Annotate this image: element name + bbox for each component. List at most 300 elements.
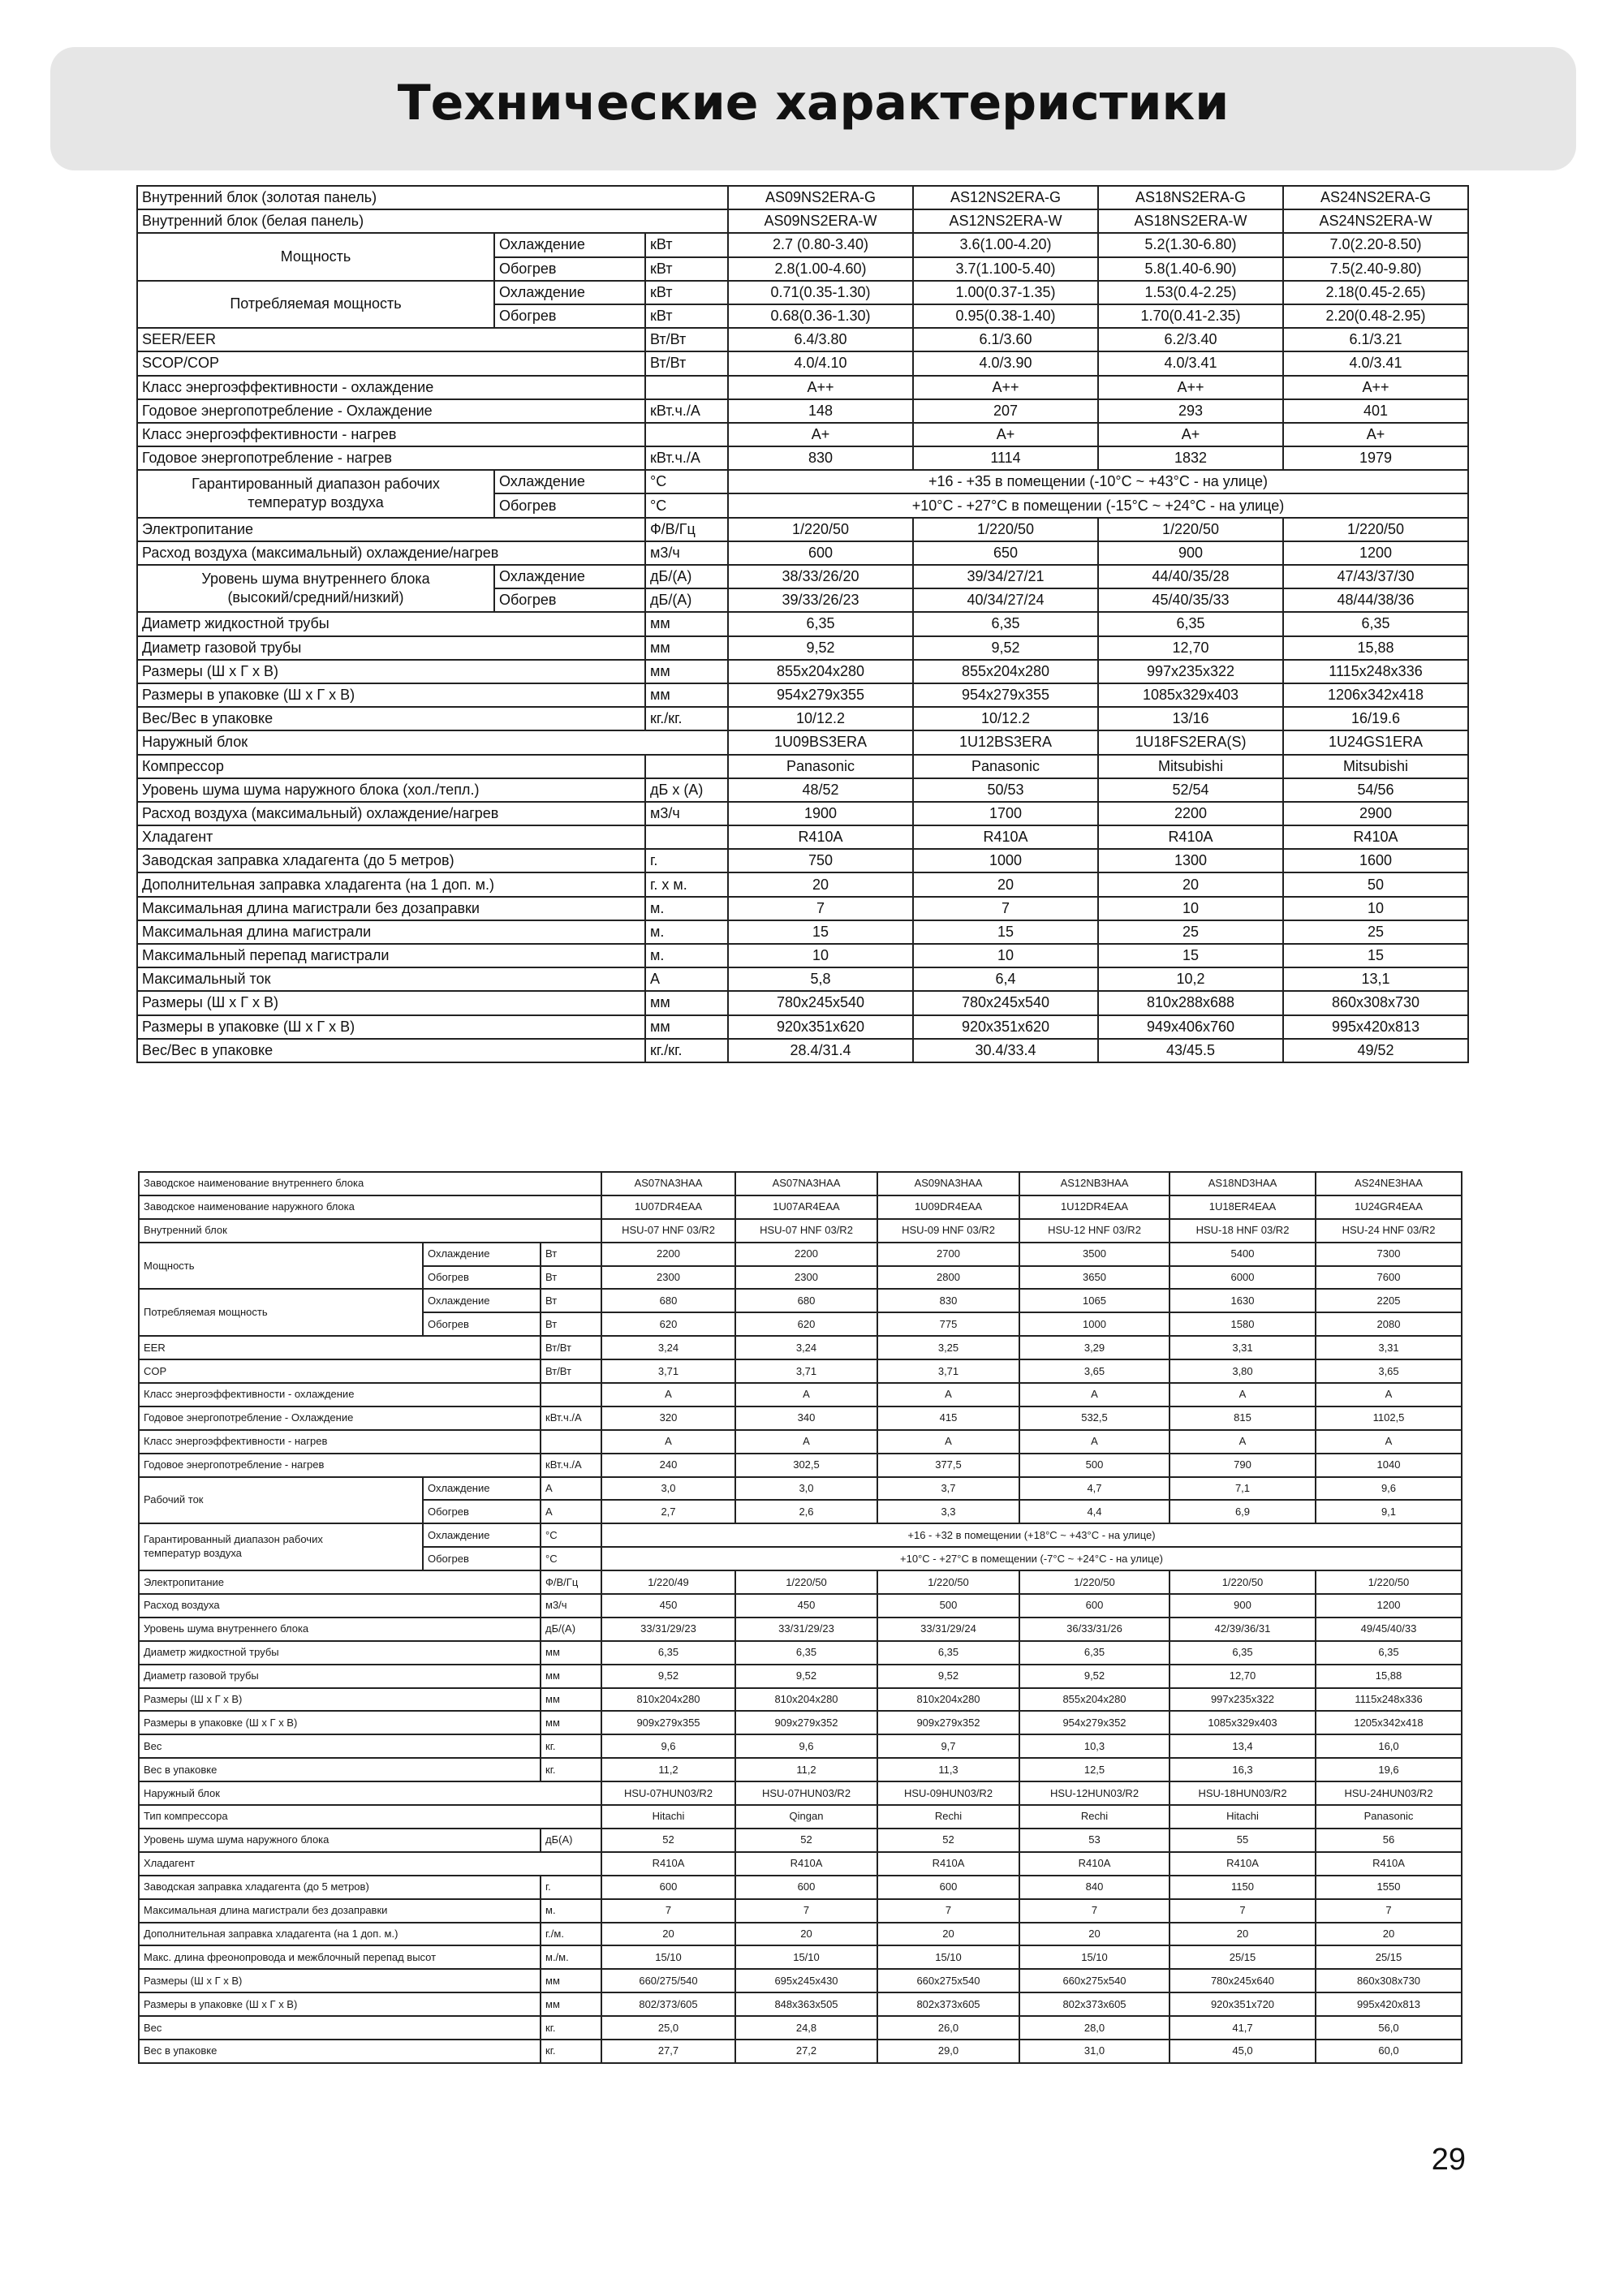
table-row (139, 1852, 1462, 1876)
value-cell: 2200 (735, 1243, 877, 1266)
unit-cell: г. (541, 1876, 601, 1899)
value-cell: 532,5 (1019, 1406, 1170, 1430)
value-cell: 25,0 (601, 2016, 735, 2040)
value-cell: HSU-07HUN03/R2 (601, 1781, 735, 1805)
value-cell: 3,0 (601, 1477, 735, 1501)
value-cell: 3,65 (1316, 1359, 1462, 1383)
unit-cell: °С (541, 1547, 601, 1570)
value-cell: 5.8(1.40-6.90) (1098, 257, 1283, 281)
table-row (139, 1454, 1462, 1477)
unit-cell: кг./кг. (645, 707, 728, 730)
row-label: Размеры в упаковке (Ш х Г х В) (139, 1711, 541, 1734)
value-cell: 3,80 (1170, 1359, 1316, 1383)
table-row (139, 1219, 1462, 1243)
mode-cell: Охлаждение (423, 1523, 541, 1547)
row-label: Годовое энергопотребление - нагрев (139, 1454, 541, 1477)
row-label: Внутренний блок (белая панель) (137, 209, 728, 233)
value-cell: 25/15 (1170, 1945, 1316, 1969)
value-cell: 9,6 (735, 1734, 877, 1758)
value-cell: 9,1 (1316, 1500, 1462, 1523)
value-cell: 3,25 (877, 1336, 1019, 1359)
value-cell: 48/44/38/36 (1283, 588, 1468, 612)
table-row (137, 825, 1468, 849)
value-cell: 13,1 (1283, 967, 1468, 991)
row-label: Наружный блок (139, 1781, 601, 1805)
mode-cell: Охлаждение (494, 233, 645, 256)
value-cell: 10/12.2 (913, 707, 1098, 730)
title-bar (50, 47, 1576, 170)
value-cell: 680 (735, 1289, 877, 1312)
value-cell: 3,65 (1019, 1359, 1170, 1383)
mode-cell: Обогрев (494, 257, 645, 281)
unit-cell: Вт/Вт (541, 1359, 601, 1383)
value-cell: 500 (1019, 1454, 1170, 1477)
unit-cell: Вт (541, 1289, 601, 1312)
table-row (139, 1430, 1462, 1454)
value-cell: 780x245x640 (1170, 1969, 1316, 1992)
unit-cell: Вт/Вт (541, 1336, 601, 1359)
value-cell: 2200 (601, 1243, 735, 1266)
value-cell: HSU-09HUN03/R2 (877, 1781, 1019, 1805)
value-cell: 15/10 (877, 1945, 1019, 1969)
value-cell: 52 (601, 1829, 735, 1852)
value-cell: 1550 (1316, 1876, 1462, 1899)
row-label: Размеры (Ш х Г х В) (139, 1688, 541, 1712)
table-row (137, 351, 1468, 375)
value-cell: R410A (601, 1852, 735, 1876)
row-label: Размеры в упаковке (Ш х Г х В) (137, 683, 645, 707)
value-cell: 7300 (1316, 1243, 1462, 1266)
value-cell: 15/10 (1019, 1945, 1170, 1969)
row-label: Максимальный ток (137, 967, 645, 991)
row-label: Размеры (Ш х Г х В) (137, 991, 645, 1014)
table-row (139, 1758, 1462, 1781)
unit-cell: А (541, 1477, 601, 1501)
value-cell: 11,2 (735, 1758, 877, 1781)
range-value: +10°С - +27°С в помещении (-15°С ~ +24°С - на улице) (728, 493, 1468, 517)
table-row (139, 1923, 1462, 1946)
value-cell: 36/33/31/26 (1019, 1618, 1170, 1641)
value-cell: 909x279x352 (735, 1711, 877, 1734)
value-cell: R410A (877, 1852, 1019, 1876)
value-cell: 660/275/540 (601, 1969, 735, 1992)
row-label: Хладагент (139, 1852, 601, 1876)
group-label-line: Гарантированный диапазон рабочих (192, 476, 440, 493)
value-cell: 840 (1019, 1876, 1170, 1899)
value-cell: 0.95(0.38-1.40) (913, 304, 1098, 328)
value-cell: 3,71 (735, 1359, 877, 1383)
value-cell: A (1019, 1430, 1170, 1454)
unit-cell: Ф/В/Гц (541, 1570, 601, 1594)
table-row (137, 376, 1468, 399)
value-cell: 695x245x430 (735, 1969, 877, 1992)
unit-cell: кВт (645, 233, 728, 256)
value-cell: 1206x342x418 (1283, 683, 1468, 707)
value-cell: A+ (1098, 423, 1283, 446)
value-cell: 40/34/27/24 (913, 588, 1098, 612)
unit-cell: А (645, 967, 728, 991)
value-cell: 1979 (1283, 446, 1468, 470)
value-cell: 2205 (1316, 1289, 1462, 1312)
value-cell: 9,6 (601, 1734, 735, 1758)
row-label: Тип компрессора (139, 1805, 601, 1829)
value-cell: 12,5 (1019, 1758, 1170, 1781)
value-cell: 1205x342x418 (1316, 1711, 1462, 1734)
value-cell: 401 (1283, 399, 1468, 423)
page-number: 29 (1431, 2143, 1466, 2177)
value-cell: AS24NS2ERA-G (1283, 186, 1468, 209)
unit-cell: кг. (541, 1758, 601, 1781)
value-cell: A (735, 1383, 877, 1406)
value-cell: 3,71 (601, 1359, 735, 1383)
table-row (139, 1336, 1462, 1359)
value-cell: 25/15 (1316, 1945, 1462, 1969)
unit-cell: м3/ч (645, 541, 728, 565)
value-cell: 9,7 (877, 1734, 1019, 1758)
value-cell: 7 (1019, 1899, 1170, 1923)
value-cell: 1/220/50 (1098, 518, 1283, 541)
row-label: Размеры в упаковке (Ш х Г х В) (137, 1015, 645, 1039)
value-cell: AS18NS2ERA-W (1098, 209, 1283, 233)
unit-cell: дБ х (А) (645, 778, 728, 802)
value-cell: HSU-12HUN03/R2 (1019, 1781, 1170, 1805)
mode-cell: Обогрев (423, 1547, 541, 1570)
row-label: Вес (139, 2016, 541, 2040)
unit-cell: мм (645, 991, 728, 1014)
value-cell: 600 (735, 1876, 877, 1899)
value-cell: 12,70 (1098, 636, 1283, 660)
value-cell: 3,31 (1316, 1336, 1462, 1359)
value-cell: 148 (728, 399, 913, 423)
value-cell: 27,7 (601, 2040, 735, 2063)
value-cell: 920x351x620 (728, 1015, 913, 1039)
row-label: EER (139, 1336, 541, 1359)
spec-table-1 (136, 185, 1469, 1063)
value-cell: 3500 (1019, 1243, 1170, 1266)
value-cell: 920x351x620 (913, 1015, 1098, 1039)
value-cell: A++ (1283, 376, 1468, 399)
table-row (137, 186, 1468, 209)
unit-cell: Ф/В/Гц (645, 518, 728, 541)
value-cell: AS09NS2ERA-G (728, 186, 913, 209)
value-cell: 995x420x813 (1283, 1015, 1468, 1039)
value-cell: 39/33/26/23 (728, 588, 913, 612)
value-cell: R410A (728, 825, 913, 849)
value-cell: 3650 (1019, 1266, 1170, 1290)
value-cell: R410A (1019, 1852, 1170, 1876)
group-label-line: (высокий/средний/низкий) (227, 589, 404, 606)
unit-cell: мм (645, 612, 728, 635)
table-row (137, 565, 1468, 588)
table-row (139, 1829, 1462, 1852)
unit-cell: мм (541, 1641, 601, 1665)
unit-cell: °С (645, 470, 728, 493)
row-label: Вес (139, 1734, 541, 1758)
table-row (139, 1570, 1462, 1594)
value-cell: 660x275x540 (877, 1969, 1019, 1992)
value-cell: 1102,5 (1316, 1406, 1462, 1430)
table-row (137, 991, 1468, 1014)
row-label: Уровень шума шума наружного блока (139, 1829, 541, 1852)
value-cell: 52/54 (1098, 778, 1283, 802)
table-row (139, 1688, 1462, 1712)
value-cell: 9,52 (601, 1665, 735, 1688)
value-cell: 802x373x605 (1019, 1992, 1170, 2016)
value-cell: 1832 (1098, 446, 1283, 470)
value-cell: 9,52 (913, 636, 1098, 660)
row-label: Уровень шума внутреннего блока (139, 1618, 541, 1641)
value-cell: 1700 (913, 802, 1098, 825)
value-cell: A (1316, 1383, 1462, 1406)
table-row (137, 209, 1468, 233)
table-row (137, 683, 1468, 707)
unit-cell: мм (541, 1992, 601, 2016)
value-cell: 1/220/50 (1316, 1570, 1462, 1594)
value-cell: 810x204x280 (601, 1688, 735, 1712)
value-cell: 2300 (735, 1266, 877, 1290)
value-cell: 4.0/3.90 (913, 351, 1098, 375)
value-cell: 1U07DR4EAA (601, 1195, 735, 1219)
value-cell: 7 (735, 1899, 877, 1923)
value-cell: 53 (1019, 1829, 1170, 1852)
value-cell: 1085x329x403 (1098, 683, 1283, 707)
value-cell: 4,7 (1019, 1477, 1170, 1501)
value-cell: 340 (735, 1406, 877, 1430)
unit-cell: г. х м. (645, 872, 728, 896)
value-cell: A (1019, 1383, 1170, 1406)
value-cell: 2,7 (601, 1500, 735, 1523)
value-cell: Hitachi (601, 1805, 735, 1829)
value-cell: 1/220/50 (1019, 1570, 1170, 1594)
table-row (137, 636, 1468, 660)
value-cell: 20 (1019, 1923, 1170, 1946)
unit-cell: Вт (541, 1243, 601, 1266)
unit-cell: А (541, 1500, 601, 1523)
row-label: Класс энергоэффективности - охлаждение (137, 376, 645, 399)
table-row (137, 1015, 1468, 1039)
unit-cell: кг./кг. (645, 1039, 728, 1062)
unit-cell: Вт/Вт (645, 328, 728, 351)
unit-cell (541, 1383, 601, 1406)
row-label: Вес/Вес в упаковке (137, 707, 645, 730)
mode-cell: Охлаждение (423, 1477, 541, 1501)
unit-cell (645, 423, 728, 446)
value-cell: 1/220/50 (728, 518, 913, 541)
value-cell: Mitsubishi (1098, 755, 1283, 778)
table-row (137, 328, 1468, 351)
value-cell: 52 (877, 1829, 1019, 1852)
row-label: Внутренний блок (золотая панель) (137, 186, 728, 209)
row-label: COP (139, 1359, 541, 1383)
value-cell: 0.71(0.35-1.30) (728, 281, 913, 304)
value-cell: AS24NS2ERA-W (1283, 209, 1468, 233)
row-label: Дополнительная заправка хладагента (на 1 доп. м.) (139, 1923, 541, 1946)
value-cell: 49/45/40/33 (1316, 1618, 1462, 1641)
unit-cell: мм (645, 1015, 728, 1039)
value-cell: 33/31/29/23 (601, 1618, 735, 1641)
table-row (139, 1945, 1462, 1969)
value-cell: 45,0 (1170, 2040, 1316, 2063)
value-cell: 293 (1098, 399, 1283, 423)
value-cell: A (601, 1383, 735, 1406)
group-label (139, 1523, 423, 1570)
value-cell: 1U09DR4EAA (877, 1195, 1019, 1219)
value-cell: HSU-18 HNF 03/R2 (1170, 1219, 1316, 1243)
value-cell: 41,7 (1170, 2016, 1316, 2040)
value-cell: 2300 (601, 1266, 735, 1290)
value-cell: 240 (601, 1454, 735, 1477)
value-cell: 15,88 (1283, 636, 1468, 660)
value-cell: 450 (601, 1594, 735, 1618)
value-cell: 33/31/29/24 (877, 1618, 1019, 1641)
row-label: Максимальная длина магистрали (137, 920, 645, 944)
value-cell: 9,52 (877, 1665, 1019, 1688)
table-row (137, 281, 1468, 304)
table-row (139, 1641, 1462, 1665)
value-cell: 20 (1316, 1923, 1462, 1946)
value-cell: 1085x329x403 (1170, 1711, 1316, 1734)
table-row (139, 1172, 1462, 1195)
value-cell: 1580 (1170, 1312, 1316, 1336)
value-cell: 7 (601, 1899, 735, 1923)
value-cell: 1115x248x336 (1316, 1688, 1462, 1712)
value-cell: 20 (1098, 872, 1283, 896)
unit-cell: кг. (541, 2040, 601, 2063)
value-cell: AS12NB3HAA (1019, 1172, 1170, 1195)
value-cell: 6.1/3.60 (913, 328, 1098, 351)
unit-cell: г. (645, 849, 728, 872)
group-label (137, 470, 494, 517)
value-cell: AS09NA3HAA (877, 1172, 1019, 1195)
value-cell: 6,35 (1098, 612, 1283, 635)
value-cell: 1/220/50 (1283, 518, 1468, 541)
value-cell: A++ (913, 376, 1098, 399)
unit-cell: дБ(А) (541, 1829, 601, 1852)
value-cell: 997x235x322 (1098, 660, 1283, 683)
value-cell: 20 (913, 872, 1098, 896)
row-label: Расход воздуха (максимальный) охлаждение/нагрев (137, 541, 645, 565)
unit-cell: мм (541, 1665, 601, 1688)
value-cell: Hitachi (1170, 1805, 1316, 1829)
value-cell: 860x308x730 (1316, 1969, 1462, 1992)
value-cell: Panasonic (728, 755, 913, 778)
table-row (139, 1594, 1462, 1618)
row-label: Класс энергоэффективности - нагрев (137, 423, 645, 446)
row-label: Электропитание (137, 518, 645, 541)
value-cell: 56,0 (1316, 2016, 1462, 2040)
value-cell: 650 (913, 541, 1098, 565)
value-cell: AS18NS2ERA-G (1098, 186, 1283, 209)
value-cell: 1U24GS1ERA (1283, 730, 1468, 754)
value-cell: 810x204x280 (877, 1688, 1019, 1712)
unit-cell: м. (645, 944, 728, 967)
value-cell: 995x420x813 (1316, 1992, 1462, 2016)
row-label: Уровень шума шума наружного блока (хол./тепл.) (137, 778, 645, 802)
value-cell: 20 (1170, 1923, 1316, 1946)
unit-cell: м. (541, 1899, 601, 1923)
table-row (139, 1805, 1462, 1829)
value-cell: A+ (913, 423, 1098, 446)
value-cell: 6,35 (735, 1641, 877, 1665)
value-cell: 54/56 (1283, 778, 1468, 802)
value-cell: 2900 (1283, 802, 1468, 825)
value-cell: 2,6 (735, 1500, 877, 1523)
value-cell: 680 (601, 1289, 735, 1312)
value-cell: 3.6(1.00-4.20) (913, 233, 1098, 256)
value-cell: 780x245x540 (913, 991, 1098, 1014)
value-cell: 954x279x355 (728, 683, 913, 707)
value-cell: 949x406x760 (1098, 1015, 1283, 1039)
value-cell: 900 (1098, 541, 1283, 565)
value-cell: 15 (728, 920, 913, 944)
value-cell: 2.20(0.48-2.95) (1283, 304, 1468, 328)
table-row (137, 872, 1468, 896)
row-label: Класс энергоэффективности - охлаждение (139, 1383, 541, 1406)
table-row (137, 944, 1468, 967)
value-cell: 815 (1170, 1406, 1316, 1430)
value-cell: 1.70(0.41-2.35) (1098, 304, 1283, 328)
row-label: Заводское наименование внутреннего блока (139, 1172, 601, 1195)
value-cell: R410A (1283, 825, 1468, 849)
value-cell: AS09NS2ERA-W (728, 209, 913, 233)
value-cell: 830 (728, 446, 913, 470)
value-cell: 1U09BS3ERA (728, 730, 913, 754)
value-cell: 19,6 (1316, 1758, 1462, 1781)
unit-cell: кг. (541, 2016, 601, 2040)
value-cell: 10 (913, 944, 1098, 967)
table-row (139, 1899, 1462, 1923)
unit-cell: кВт (645, 257, 728, 281)
row-label: Размеры в упаковке (Ш х Г х В) (139, 1992, 541, 2016)
table-row (137, 897, 1468, 920)
value-cell: 1115x248x336 (1283, 660, 1468, 683)
row-label: Максимальный перепад магистрали (137, 944, 645, 967)
row-label: Внутренний блок (139, 1219, 601, 1243)
value-cell: 4,4 (1019, 1500, 1170, 1523)
value-cell: 1.00(0.37-1.35) (913, 281, 1098, 304)
value-cell: 6,35 (601, 1641, 735, 1665)
unit-cell: дБ/(А) (645, 565, 728, 588)
value-cell: R410A (913, 825, 1098, 849)
table-row (139, 1969, 1462, 1992)
value-cell: 16,3 (1170, 1758, 1316, 1781)
value-cell: 4.0/3.41 (1098, 351, 1283, 375)
group-label-line: Гарантированный диапазон рабочих (144, 1533, 323, 1546)
table-row (137, 707, 1468, 730)
unit-cell: кВт.ч./А (541, 1454, 601, 1477)
value-cell: 52 (735, 1829, 877, 1852)
value-cell: 26,0 (877, 2016, 1019, 2040)
value-cell: 320 (601, 1406, 735, 1430)
value-cell: 15 (1283, 944, 1468, 967)
unit-cell: кВт (645, 304, 728, 328)
value-cell: Panasonic (1316, 1805, 1462, 1829)
table-row (139, 1359, 1462, 1383)
value-cell: HSU-07 HNF 03/R2 (735, 1219, 877, 1243)
table-row (139, 2040, 1462, 2063)
value-cell: 55 (1170, 1829, 1316, 1852)
mode-cell: Охлаждение (494, 281, 645, 304)
value-cell: 43/45.5 (1098, 1039, 1283, 1062)
value-cell: 10,2 (1098, 967, 1283, 991)
table-row (139, 1289, 1462, 1312)
row-label: SCOP/COP (137, 351, 645, 375)
value-cell: 20 (601, 1923, 735, 1946)
value-cell: 1040 (1316, 1454, 1462, 1477)
value-cell: 6,4 (913, 967, 1098, 991)
value-cell: 415 (877, 1406, 1019, 1430)
value-cell: 28,0 (1019, 2016, 1170, 2040)
